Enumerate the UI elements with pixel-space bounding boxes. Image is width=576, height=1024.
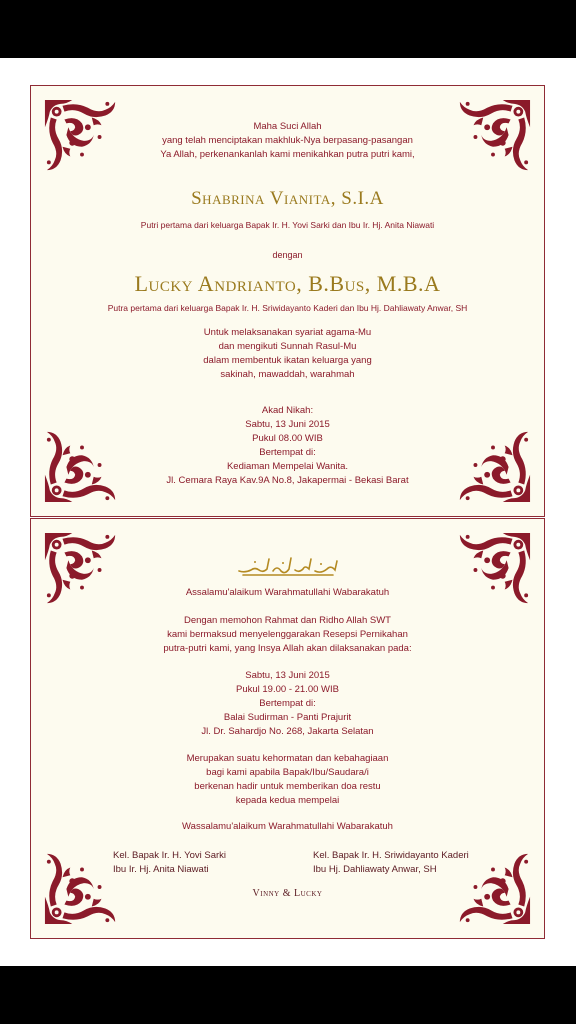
family-left-line: Ibu Ir. Hj. Anita Niawati <box>113 864 209 875</box>
purpose-line: sakinah, mawaddah, warahmah <box>220 369 355 380</box>
akad-card <box>30 85 545 517</box>
reception-line: Balai Sudirman - Panti Prajurit <box>223 712 352 723</box>
family-left <box>113 849 226 877</box>
family-left-line: Kel. Bapak Ir. H. Yovi Sarki <box>113 850 227 861</box>
family-right-line: Kel. Bapak Ir. H. Sriwidayanto Kaderi <box>313 850 469 861</box>
family-right-line: Ibu Hj. Dahliawaty Anwar, SH <box>313 864 437 875</box>
purpose-line: Untuk melaksanakan syariat agama-Mu <box>203 327 372 338</box>
reception-card <box>30 518 545 939</box>
invitation-page <box>0 58 576 966</box>
corner-ornament-icon <box>43 848 121 926</box>
family-right <box>313 849 469 877</box>
closing-line: berkenan hadir untuk memberikan doa restu <box>194 781 381 792</box>
closing-line: bagi kami apabila Bapak/Ibu/Saudara/i <box>206 767 369 778</box>
intro-line: Dengan memohon Rahmat dan Ridho Allah SWT <box>183 615 391 626</box>
connector-text: dengan <box>272 250 303 260</box>
bride-parents: Putri pertama dari keluarga Bapak Ir. H. Yovi Sarki dan Ibu Ir. Hj. Anita Niawati <box>140 220 435 230</box>
groom-name: Lucky Andrianto, B.Bus, M.B.A <box>134 271 441 296</box>
akad-line: Kediaman Mempelai Wanita. <box>226 461 349 472</box>
akad-line: Sabtu, 13 Juni 2015 <box>245 419 330 430</box>
opening-line: Ya Allah, perkenankanlah kami menikahkan putra putri kami, <box>160 149 415 160</box>
couple-names: Vinny & Lucky <box>252 888 323 899</box>
bride-name: Shabrina Vianita, S.I.A <box>191 188 384 209</box>
closing-line: Merupakan suatu kehormatan dan kebahagiaan <box>186 753 389 764</box>
purpose-line: dalam membentuk ikatan keluarga yang <box>203 355 372 366</box>
intro-line: kami bermaksud menyelenggarakan Resepsi Pernikahan <box>167 629 408 640</box>
reception-line: Bertempat di: <box>259 698 316 709</box>
farewell-text: Wassalamu'alaikum Warahmatullahi Wabarakatuh <box>182 821 393 832</box>
opening-line: yang telah menciptakan makhluk-Nya berpasang-pasangan <box>162 135 413 146</box>
opening-line: Maha Suci Allah <box>253 121 322 132</box>
closing-line: kepada kedua mempelai <box>235 795 340 806</box>
reception-line: Jl. Dr. Sahardjo No. 268, Jakarta Selatan <box>201 726 374 737</box>
reception-line: Sabtu, 13 Juni 2015 <box>245 670 330 681</box>
akad-line: Jl. Cemara Raya Kav.9A No.8, Jakapermai - Bekasi Barat <box>166 475 409 486</box>
akad-line: Akad Nikah: <box>261 405 314 416</box>
bismillah-calligraphy-icon <box>31 553 544 579</box>
reception-line: Pukul 19.00 - 21.00 WIB <box>236 684 339 695</box>
akad-line: Pukul 08.00 WIB <box>252 433 323 444</box>
intro-line: putra-putri kami, yang Insya Allah akan dilaksanakan pada: <box>163 643 412 654</box>
groom-parents: Putra pertama dari keluarga Bapak Ir. H. Sriwidayanto Kaderi dan Ibu Hj. Dahliawaty Anwar, SH <box>107 303 468 313</box>
akad-line: Bertempat di: <box>259 447 316 458</box>
purpose-line: dan mengikuti Sunnah Rasul-Mu <box>218 341 357 352</box>
greeting-text: Assalamu'alaikum Warahmatullahi Wabarakatuh <box>185 587 390 598</box>
